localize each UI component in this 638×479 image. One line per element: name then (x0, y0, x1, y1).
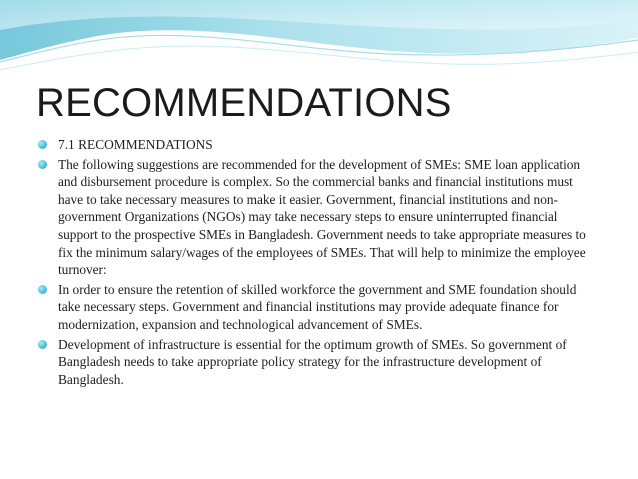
bullet-text: In order to ensure the retention of skilled workforce the government and SME foundation should take necessary steps. Government and financial institutions may provide adequate finance for modernization, expansion and technological advancement of SMEs. (58, 281, 577, 332)
header-wave-decoration (0, 0, 638, 78)
bullet-item (38, 136, 598, 154)
bullet-item (38, 156, 598, 279)
bullet-text: Development of infrastructure is essential for the optimum growth of SMEs. So government of Bangladesh needs to take appropriate policy strategy for the infrastructure development of Bangladesh. (58, 336, 567, 387)
bullet-dot-icon (38, 160, 47, 169)
bullet-text: 7.1 RECOMMENDATIONS (58, 137, 213, 152)
bullet-list (38, 136, 598, 390)
slide-title: RECOMMENDATIONS (36, 81, 452, 125)
bullet-dot-icon (38, 140, 47, 149)
bullet-item (38, 281, 598, 334)
bullet-item (38, 336, 598, 389)
bullet-dot-icon (38, 340, 47, 349)
bullet-text: The following suggestions are recommended for the development of SMEs: SME loan application and disbursement procedure is complex. So the commercial banks and financial institutions must have to take necessary measures to make it easier. Government, financial institutions and non-government Organizations (NGOs) may take necessary steps to ensure uninterrupted financial support to the prospective SMEs in Bangladesh. Government needs to take appropriate measures to fix the minimum salary/wages of the employees of SMEs. That will help to minimize the employee turnover: (58, 156, 586, 278)
bullet-dot-icon (38, 285, 47, 294)
